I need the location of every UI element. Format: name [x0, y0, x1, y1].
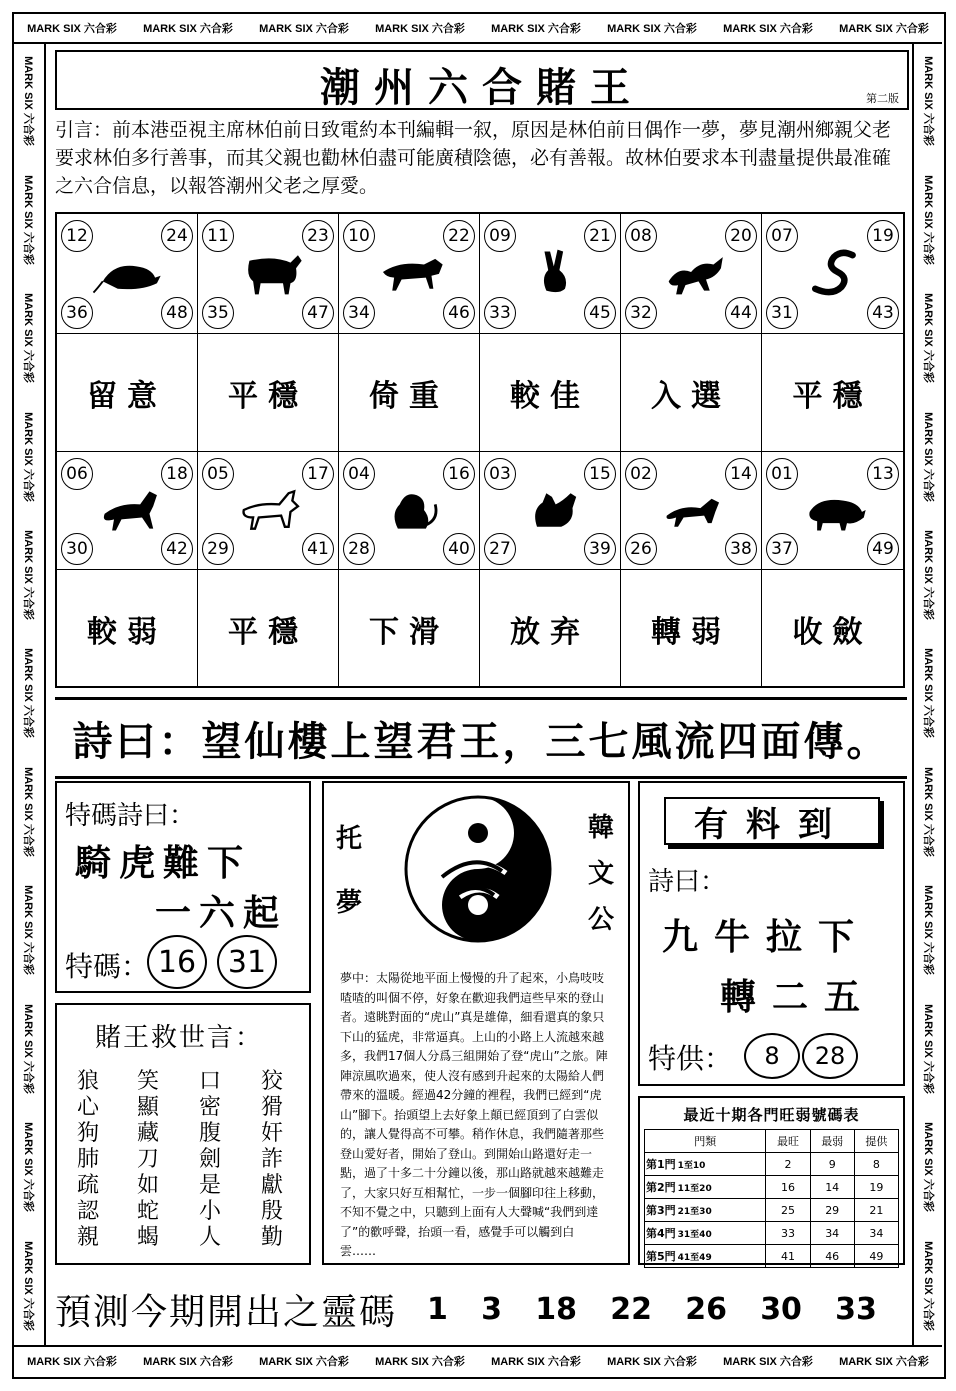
gate-name: 第2門: [646, 1181, 676, 1194]
frame-mark: MARK SIX 六合彩: [22, 56, 34, 147]
zodiac-cell-ox: [198, 214, 339, 334]
zodiac-number: 31: [766, 297, 798, 329]
table-cell-gate: [645, 1222, 766, 1245]
zodiac-number: 02: [625, 458, 657, 490]
zodiac-number: 28: [343, 533, 375, 565]
zodiac-word: 轉弱: [621, 570, 762, 688]
zodiac-number: 34: [343, 297, 375, 329]
zodiac-number: 29: [202, 533, 234, 565]
gate-name: 第4門: [646, 1227, 676, 1240]
frame-mark: MARK SIX 六合彩: [723, 1356, 813, 1368]
zodiac-number: 16: [443, 458, 475, 490]
rooster-icon: [514, 482, 588, 538]
hot-tip-box: [638, 781, 905, 1086]
table-row: [645, 1222, 899, 1245]
hot-tip-number: 28: [802, 1033, 858, 1079]
frame-mark: MARK SIX 六合彩: [922, 56, 934, 147]
table-cell-gate: [645, 1199, 766, 1222]
zodiac-number: 37: [766, 533, 798, 565]
zodiac-word: 較弱: [57, 570, 198, 688]
table-cell-cold: 9: [810, 1153, 854, 1176]
monkey-icon: [373, 482, 447, 538]
special-label: 特碼：: [65, 950, 150, 983]
zodiac-number: 45: [584, 297, 616, 329]
zodiac-number: 19: [867, 220, 899, 252]
zodiac-cell-tiger: [339, 214, 480, 334]
zodiac-number: 05: [202, 458, 234, 490]
table-cell-cold: 46: [810, 1245, 854, 1268]
zodiac-word: 平穩: [762, 334, 903, 452]
frame-mark: MARK SIX 六合彩: [922, 411, 934, 502]
poem-text: 詩曰：望仙樓上望君王，三七風流四面傳。: [72, 718, 890, 765]
table-cell-gate: [645, 1153, 766, 1176]
pig-icon: [796, 482, 870, 538]
table-cell-offer: 8: [854, 1153, 898, 1176]
ox-icon: [232, 244, 306, 300]
dog-icon: [655, 482, 729, 538]
gate-table-box: [638, 1096, 905, 1265]
table-cell-offer: 19: [854, 1176, 898, 1199]
zodiac-word: 放弃: [480, 570, 621, 688]
frame-mark: MARK SIX 六合彩: [27, 23, 117, 35]
dream-box: [322, 781, 630, 1265]
zodiac-number: 20: [725, 220, 757, 252]
zodiac-number: 40: [443, 533, 475, 565]
table-row: [645, 1153, 899, 1176]
gate-range: 1至10: [677, 1161, 706, 1171]
frame-mark: MARK SIX 六合彩: [922, 1122, 934, 1213]
special-line-1: 騎虎難下: [75, 843, 252, 884]
table-cell-cold: 34: [810, 1222, 854, 1245]
zodiac-number: 23: [302, 220, 334, 252]
yin-yang-icon: [402, 793, 554, 945]
snake-icon: [796, 244, 870, 300]
hot-tip-banner: 有料到: [664, 797, 880, 845]
zodiac-number: 35: [202, 297, 234, 329]
special-number: 31: [217, 935, 277, 989]
gate-range: 21至30: [677, 1207, 712, 1217]
edition-label: 第二版: [866, 92, 899, 105]
frame-strip-right: [912, 42, 944, 1345]
zodiac-number: 17: [302, 458, 334, 490]
zodiac-number: 38: [725, 533, 757, 565]
intro-text: 引言：前本港亞視主席林伯前日致電約本刊編輯一叙，原因是林伯前日偶作一夢，夢見潮州鄉親父老要求林伯多行善事，而其父親也勸林伯盡可能廣積陰德，必有善報。故林伯要求本刊盡量提供最准確之六合信息，以報答潮州父老之厚愛。: [55, 119, 892, 197]
zodiac-word: 入選: [621, 334, 762, 452]
hot-tip-number: 8: [744, 1033, 800, 1079]
table-cell-hot: 2: [766, 1153, 810, 1176]
zodiac-number: 47: [302, 297, 334, 329]
zodiac-grid: [55, 212, 905, 688]
frame-strip-left: [14, 42, 46, 1345]
table-cell-cold: 14: [810, 1176, 854, 1199]
table-header: 最弱: [810, 1130, 854, 1153]
zodiac-word: 較佳: [480, 334, 621, 452]
frame-mark: MARK SIX 六合彩: [922, 530, 934, 620]
frame-mark: MARK SIX 六合彩: [607, 1356, 697, 1368]
frame-mark: MARK SIX 六合彩: [22, 648, 34, 739]
table-row: [645, 1245, 899, 1268]
frame-mark: MARK SIX 六合彩: [22, 767, 34, 857]
frame-mark: MARK SIX 六合彩: [259, 23, 349, 35]
zodiac-word: 倚重: [339, 334, 480, 452]
horse-icon: [91, 482, 165, 538]
zodiac-number: 11: [202, 220, 234, 252]
frame-mark: MARK SIX 六合彩: [22, 885, 34, 976]
gate-name: 第5門: [646, 1250, 676, 1263]
frame-mark: MARK SIX 六合彩: [922, 885, 934, 976]
table-cell-offer: 21: [854, 1199, 898, 1222]
zodiac-number: 14: [725, 458, 757, 490]
zodiac-number: 15: [584, 458, 616, 490]
zodiac-number: 10: [343, 220, 375, 252]
prediction-row: [55, 1278, 907, 1340]
zodiac-number: 24: [161, 220, 193, 252]
frame-strip-bottom: [14, 1345, 942, 1375]
hot-tip-label: 特供：: [648, 1042, 733, 1075]
table-cell-offer: 49: [854, 1245, 898, 1268]
frame-mark: MARK SIX 六合彩: [922, 1240, 934, 1331]
table-row: [645, 1176, 899, 1199]
frame-mark: MARK SIX 六合彩: [375, 1356, 465, 1368]
dream-text: 夢中：太陽從地平面上慢慢的升了起來，小鳥吱吱喳喳的叫個不停，好象在歡迎我們這些早來的登山者。遠眺對面的“虎山”真是雄偉，細看還真的象只下山的猛虎，非常逼真。上山的小路上人流越來越多，我們17個人分爲三組開始了登“虎山”之旅。陣陣涼風吹過來，使人沒有感到升起來的太陽給人們帶來的溫暖。經過42分鐘的裡程，我們已經到“虎山”腳下。抬頭望上去好象上顛已經頂到了白雲似的，讓人覺得高不可攀。稍作休息，我們隨著那些登山愛好者，開始了登山。到開始山路還好走一點，過了十多二十分鐘以後，那山路就越來越難走了，大家只好互相幫忙，一步一個腳印往上移動，不知不覺之中，只聽到上面有人大聲喊“我們到達了”的歡呼聲，抬頭一看，感覺手可以觸到白雲……: [340, 971, 608, 1258]
table-cell-hot: 41: [766, 1245, 810, 1268]
frame-mark: MARK SIX 六合彩: [22, 530, 34, 620]
zodiac-number: 49: [867, 533, 899, 565]
dream-right-label: 韓文公: [588, 813, 615, 935]
frame-mark: MARK SIX 六合彩: [22, 1122, 34, 1213]
frame-mark: MARK SIX 六合彩: [922, 648, 934, 739]
frame-mark: MARK SIX 六合彩: [922, 1003, 934, 1094]
zodiac-number: 21: [584, 220, 616, 252]
zodiac-number: 41: [302, 533, 334, 565]
frame-mark: MARK SIX 六合彩: [375, 23, 465, 35]
gate-name: 第1門: [646, 1158, 676, 1171]
gambler-heading: 賭王救世言：: [95, 1023, 264, 1053]
zodiac-cell-monkey: [339, 452, 480, 570]
frame-strip-top: [14, 14, 942, 44]
zodiac-cell-goat: [198, 452, 339, 570]
gambler-column: 口密腹劍是小人: [199, 1069, 222, 1250]
title-box: [55, 50, 909, 110]
zodiac-cell-rat: [57, 214, 198, 334]
hot-tip-line-2: 轉二五: [720, 977, 877, 1018]
special-line-2: 一六起: [155, 893, 288, 934]
page-title: 潮州六合賭王: [320, 64, 644, 111]
table-header-row: [645, 1130, 899, 1153]
special-number: 16: [147, 935, 207, 989]
table-cell-hot: 25: [766, 1199, 810, 1222]
zodiac-word: 留意: [57, 334, 198, 452]
table-cell-hot: 33: [766, 1222, 810, 1245]
zodiac-word: 平穩: [198, 570, 339, 688]
zodiac-number: 30: [61, 533, 93, 565]
gate-table-title: 最近十期各門旺弱號碼表: [683, 1106, 860, 1124]
poem-banner: [55, 697, 907, 779]
frame-mark: MARK SIX 六合彩: [922, 174, 934, 265]
hot-tip-line-1: 九牛拉下: [662, 917, 871, 958]
frame-mark: MARK SIX 六合彩: [22, 1240, 34, 1331]
zodiac-number: 48: [161, 297, 193, 329]
zodiac-cell-rabbit: [480, 214, 621, 334]
zodiac-number: 36: [61, 297, 93, 329]
table-row: [645, 1199, 899, 1222]
table-header: 提供: [854, 1130, 898, 1153]
table-header: 門類: [645, 1130, 766, 1153]
frame-mark: MARK SIX 六合彩: [839, 1356, 929, 1368]
prediction-number: 33: [835, 1291, 877, 1327]
zodiac-number: 46: [443, 297, 475, 329]
prediction-number: 3: [481, 1291, 502, 1327]
zodiac-cell-dragon: [621, 214, 762, 334]
prediction-label: 預測今期開出之靈碼: [55, 1291, 398, 1333]
frame-mark: MARK SIX 六合彩: [491, 23, 581, 35]
gate-table: [644, 1129, 899, 1268]
zodiac-number: 01: [766, 458, 798, 490]
table-header: 最旺: [766, 1130, 810, 1153]
special-heading: 特碼詩曰：: [65, 801, 196, 831]
zodiac-cell-dog: [621, 452, 762, 570]
gambler-column: 笑顯藏刀如蛇蝎: [137, 1069, 160, 1250]
dream-left-label: 托夢: [336, 824, 363, 918]
zodiac-word: 平穩: [198, 334, 339, 452]
rat-icon: [91, 244, 165, 300]
gate-range: 41至49: [677, 1253, 712, 1263]
dragon-icon: [655, 244, 729, 300]
gambler-saying-box: [55, 1003, 311, 1265]
frame-mark: MARK SIX 六合彩: [922, 293, 934, 384]
zodiac-cell-pig: [762, 452, 903, 570]
table-cell-offer: 34: [854, 1222, 898, 1245]
rabbit-icon: [514, 244, 588, 300]
zodiac-number: 44: [725, 297, 757, 329]
tiger-icon: [373, 244, 447, 300]
prediction-number: 1: [427, 1291, 448, 1327]
zodiac-word: 收斂: [792, 615, 873, 650]
zodiac-number: 39: [584, 533, 616, 565]
table-cell-cold: 29: [810, 1199, 854, 1222]
frame-mark: MARK SIX 六合彩: [491, 1356, 581, 1368]
gate-range: 11至20: [677, 1184, 712, 1194]
gambler-column: 狼心狗肺疏認親: [77, 1069, 100, 1250]
frame-mark: MARK SIX 六合彩: [607, 23, 697, 35]
gate-range: 31至40: [677, 1230, 712, 1240]
zodiac-number: 03: [484, 458, 516, 490]
frame-mark: MARK SIX 六合彩: [22, 1003, 34, 1094]
zodiac-number: 42: [161, 533, 193, 565]
frame-mark: MARK SIX 六合彩: [922, 767, 934, 857]
zodiac-number: 12: [61, 220, 93, 252]
zodiac-number: 26: [625, 533, 657, 565]
frame-mark: MARK SIX 六合彩: [259, 1356, 349, 1368]
frame-mark: MARK SIX 六合彩: [22, 411, 34, 502]
zodiac-number: 27: [484, 533, 516, 565]
zodiac-number: 13: [867, 458, 899, 490]
zodiac-number: 18: [161, 458, 193, 490]
zodiac-number: 43: [867, 297, 899, 329]
zodiac-cell-snake: [762, 214, 903, 334]
table-cell-gate: [645, 1245, 766, 1268]
frame-mark: MARK SIX 六合彩: [723, 23, 813, 35]
zodiac-cell-horse: [57, 452, 198, 570]
goat-icon: [232, 482, 306, 538]
prediction-number: 26: [685, 1291, 727, 1327]
frame-mark: MARK SIX 六合彩: [143, 23, 233, 35]
prediction-number: 18: [535, 1291, 577, 1327]
zodiac-number: 08: [625, 220, 657, 252]
zodiac-number: 32: [625, 297, 657, 329]
gate-name: 第3門: [646, 1204, 676, 1217]
zodiac-word: 下滑: [339, 570, 480, 688]
frame-mark: MARK SIX 六合彩: [27, 1356, 117, 1368]
zodiac-number: 33: [484, 297, 516, 329]
frame-mark: MARK SIX 六合彩: [839, 23, 929, 35]
prediction-number: 30: [760, 1291, 802, 1327]
frame-mark: MARK SIX 六合彩: [143, 1356, 233, 1368]
zodiac-number: 06: [61, 458, 93, 490]
prediction-number: 22: [610, 1291, 652, 1327]
frame-mark: MARK SIX 六合彩: [22, 174, 34, 265]
frame-mark: MARK SIX 六合彩: [22, 293, 34, 384]
special-code-box: [55, 781, 311, 993]
zodiac-number: 22: [443, 220, 475, 252]
hot-tip-heading: 詩曰：: [648, 867, 727, 897]
zodiac-cell-rooster: [480, 452, 621, 570]
zodiac-number: 04: [343, 458, 375, 490]
zodiac-number: 07: [766, 220, 798, 252]
table-cell-hot: 16: [766, 1176, 810, 1199]
zodiac-number: 09: [484, 220, 516, 252]
gambler-column: 狡猾奸詐獻殷勤: [261, 1069, 284, 1250]
table-cell-gate: [645, 1176, 766, 1199]
